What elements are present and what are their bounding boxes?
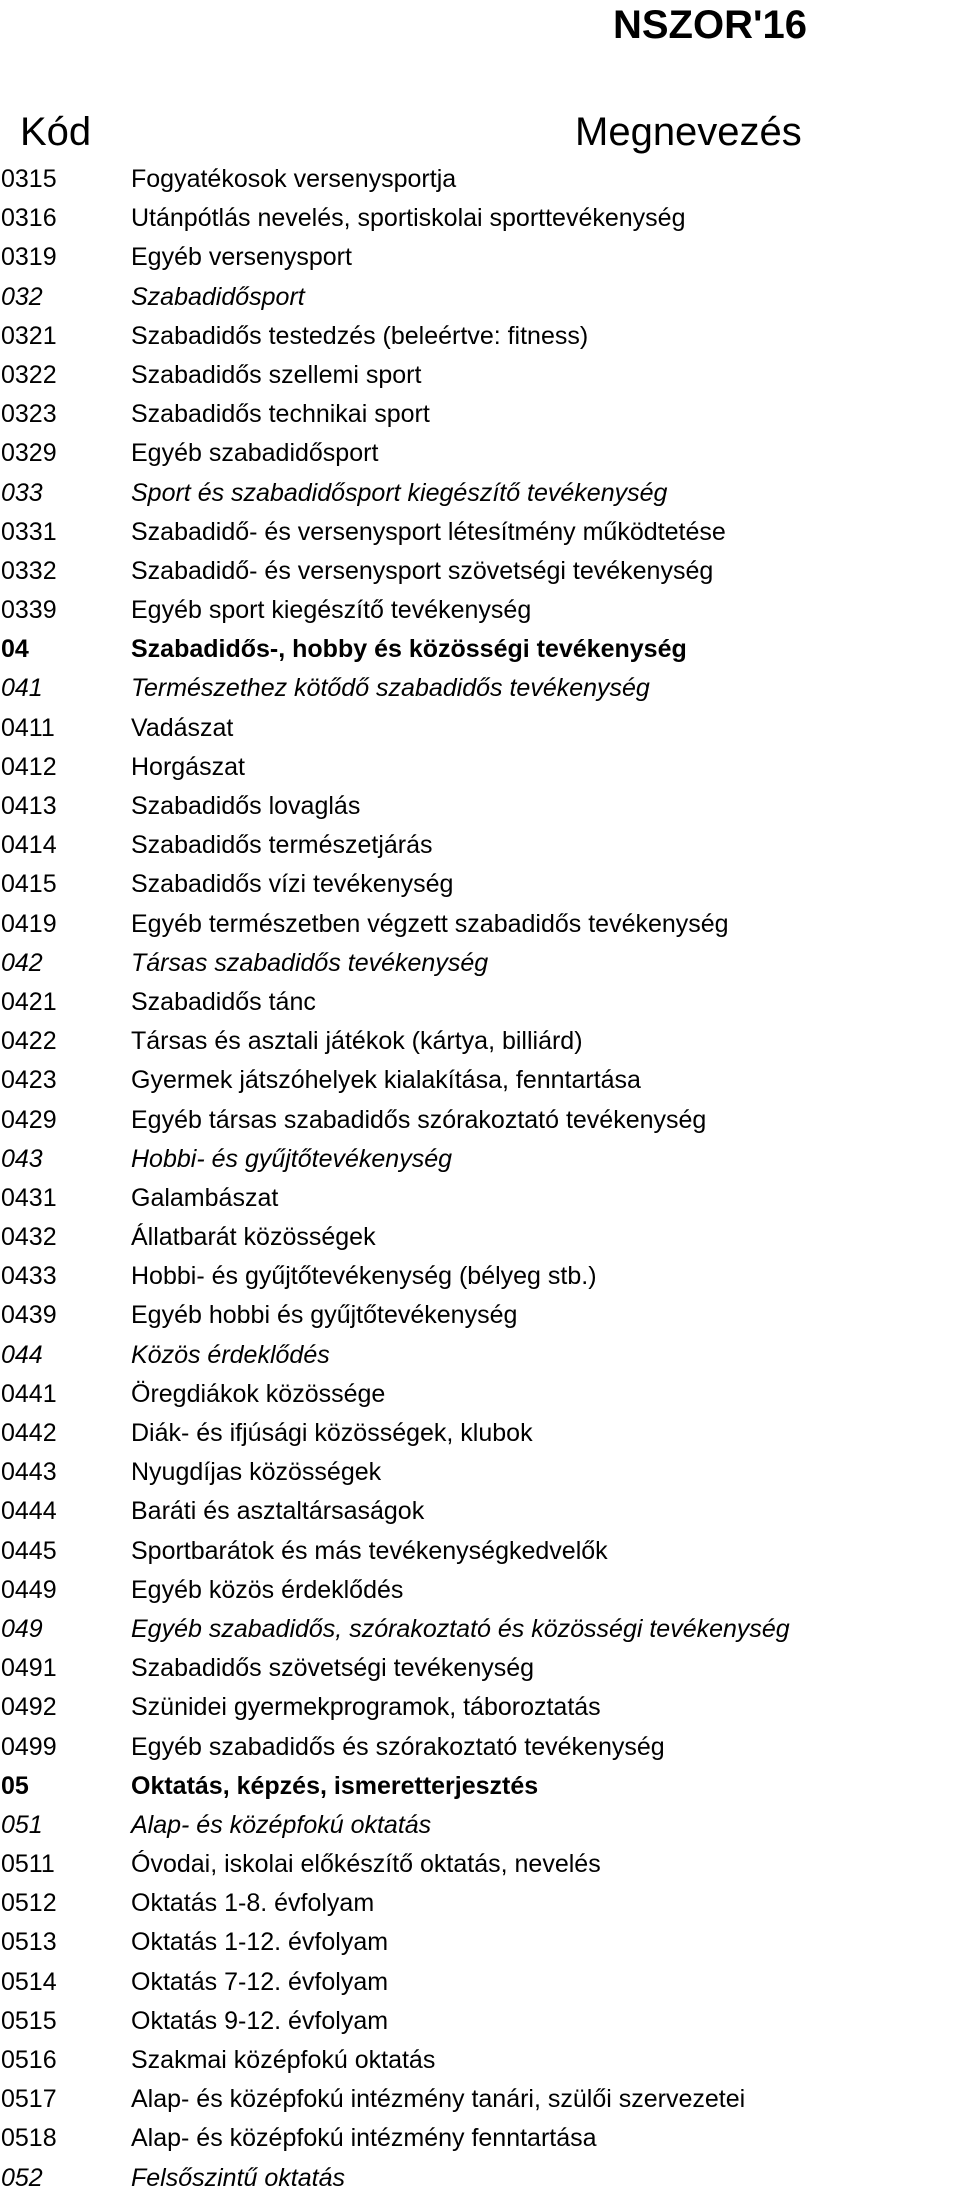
row-code: 0512 (1, 1889, 57, 1918)
row-name: Nyugdíjas közösségek (131, 1458, 382, 1487)
row-code: 049 (1, 1614, 43, 1643)
row-name: Oktatás 1-8. évfolyam (131, 1889, 375, 1918)
list-row (0, 2119, 960, 2158)
list-row (0, 1101, 960, 1140)
row-code: 0423 (1, 1066, 57, 1095)
row-name: Alap- és középfokú intézmény tanári, szülői szervezetei (131, 2085, 746, 2114)
row-code: 052 (1, 2163, 43, 2192)
column-header-name: Megnevezés (575, 110, 802, 154)
row-name: Alap- és középfokú oktatás (131, 1810, 432, 1839)
list-row (0, 1728, 960, 1767)
list-row (0, 669, 960, 708)
row-name: Szabadidős-, hobby és közösségi tevékenység (131, 635, 687, 664)
row-code: 0499 (1, 1732, 57, 1761)
row-code: 0442 (1, 1419, 57, 1447)
list-row (0, 278, 960, 317)
row-code: 0516 (1, 2046, 57, 2074)
list-row (0, 1375, 960, 1414)
row-name: Öregdiákok közössége (131, 1379, 386, 1408)
row-code: 04 (1, 635, 29, 664)
row-name: Alap- és középfokú intézmény fenntartása (131, 2124, 597, 2153)
row-name: Fogyatékosok versenysportja (131, 165, 457, 193)
row-name: Szabadidős technikai sport (131, 400, 430, 429)
row-code: 0492 (1, 1693, 57, 1722)
list-row (0, 395, 960, 434)
list-row (0, 1884, 960, 1923)
row-name: Szabadidő- és versenysport létesítmény működtetése (131, 517, 726, 546)
row-code: 0315 (1, 165, 57, 193)
list-row (0, 356, 960, 395)
row-name: Oktatás 9-12. évfolyam (131, 2006, 389, 2035)
list-row (0, 1610, 960, 1649)
row-name: Baráti és asztaltársaságok (131, 1497, 425, 1526)
list-row (0, 1257, 960, 1296)
list-row (0, 513, 960, 552)
row-code: 032 (1, 282, 43, 311)
row-code: 0414 (1, 831, 57, 860)
list-row (0, 1688, 960, 1727)
row-code: 033 (1, 478, 43, 507)
row-code: 0443 (1, 1458, 57, 1487)
row-code: 0321 (1, 321, 57, 350)
list-row (0, 238, 960, 277)
row-code: 0511 (1, 1850, 55, 1879)
row-code: 0433 (1, 1262, 57, 1291)
list-row (0, 1963, 960, 2002)
row-name: Társas és asztali játékok (kártya, billiárd) (131, 1027, 583, 1056)
row-name: Hobbi- és gyűjtőtevékenység (bélyeg stb.) (131, 1262, 597, 1291)
list-row (0, 1336, 960, 1375)
list-row (0, 2002, 960, 2041)
list-row (0, 474, 960, 513)
row-code: 0515 (1, 2006, 57, 2035)
row-name: Egyéb hobbi és gyűjtőtevékenység (131, 1301, 518, 1330)
row-code: 0421 (1, 987, 57, 1016)
document-title: NSZOR'16 (612, 3, 807, 47)
row-code: 0439 (1, 1301, 57, 1330)
list-row (0, 1218, 960, 1257)
row-name: Állatbarát közösségek (131, 1223, 376, 1252)
row-name: Szabadidős tánc (131, 987, 316, 1016)
row-code: 0323 (1, 400, 57, 429)
row-name: Szabadidős szellemi sport (131, 360, 422, 389)
row-code: 0411 (1, 713, 55, 742)
row-name: Diák- és ifjúsági közösségek, klubok (131, 1419, 533, 1447)
row-code: 0445 (1, 1536, 57, 1565)
classification-list (0, 160, 960, 2198)
row-name: Felsőszintű oktatás (131, 2163, 345, 2192)
row-code: 0322 (1, 360, 57, 389)
list-row (0, 317, 960, 356)
row-name: Szabadidős lovaglás (131, 792, 361, 820)
row-name: Oktatás 7-12. évfolyam (131, 1967, 389, 1996)
list-row (0, 1923, 960, 1962)
list-row (0, 944, 960, 983)
row-code: 0431 (1, 1183, 57, 1212)
row-code: 0517 (1, 2085, 57, 2114)
list-row (0, 591, 960, 630)
row-code: 0412 (1, 752, 57, 781)
row-name: Utánpótlás nevelés, sportiskolai sporttevékenység (131, 204, 686, 233)
list-row (0, 630, 960, 669)
list-row (0, 1767, 960, 1806)
list-row (0, 1806, 960, 1845)
row-name: Szabadidősport (131, 282, 305, 311)
row-name: Horgászat (131, 752, 245, 781)
row-name: Oktatás, képzés, ismeretterjesztés (131, 1771, 539, 1800)
row-code: 0491 (1, 1654, 57, 1683)
column-header-code: Kód (20, 110, 92, 154)
row-name: Egyéb társas szabadidős szórakoztató tevékenység (131, 1105, 707, 1134)
row-name: Egyéb szabadidősport (131, 439, 379, 468)
list-row (0, 1061, 960, 1100)
row-name: Gyermek játszóhelyek kialakítása, fenntartása (131, 1066, 641, 1095)
list-row (0, 2080, 960, 2119)
list-row (0, 160, 960, 199)
row-name: Természethez kötődő szabadidős tevékenység (131, 674, 650, 703)
row-code: 0444 (1, 1497, 57, 1526)
row-code: 0419 (1, 909, 57, 938)
row-code: 042 (1, 948, 43, 977)
list-row (0, 1492, 960, 1531)
row-code: 0429 (1, 1105, 57, 1134)
list-row (0, 2159, 960, 2198)
list-row (0, 709, 960, 748)
row-name: Szabadidős testedzés (beleértve: fitness) (131, 321, 589, 350)
row-name: Vadászat (131, 713, 234, 742)
row-name: Szakmai középfokú oktatás (131, 2046, 436, 2074)
list-row (0, 905, 960, 944)
row-name: Galambászat (131, 1183, 279, 1212)
row-code: 0331 (1, 517, 57, 546)
row-name: Egyéb szabadidős, szórakoztató és közösségi tevékenység (131, 1614, 790, 1643)
list-row (0, 748, 960, 787)
row-name: Egyéb versenysport (131, 243, 352, 272)
row-name: Közös érdeklődés (131, 1340, 330, 1369)
row-name: Sport és szabadidősport kiegészítő tevékenység (131, 478, 668, 507)
list-row (0, 1140, 960, 1179)
row-name: Szabadidős természetjárás (131, 831, 433, 860)
row-name: Óvodai, iskolai előkészítő oktatás, nevelés (131, 1850, 601, 1879)
list-row (0, 1179, 960, 1218)
row-code: 041 (1, 674, 43, 703)
row-code: 0332 (1, 556, 57, 585)
row-name: Egyéb szabadidős és szórakoztató tevékenység (131, 1732, 665, 1761)
list-row (0, 1296, 960, 1335)
list-row (0, 1571, 960, 1610)
row-code: 0518 (1, 2124, 57, 2153)
row-name: Társas szabadidős tevékenység (131, 948, 489, 977)
row-name: Szabadidős vízi tevékenység (131, 870, 454, 899)
list-row (0, 983, 960, 1022)
row-code: 0415 (1, 870, 57, 899)
row-code: 0316 (1, 204, 57, 233)
row-name: Szabadidős szövetségi tevékenység (131, 1654, 535, 1683)
row-code: 043 (1, 1144, 43, 1173)
list-row (0, 1022, 960, 1061)
row-name: Sportbarátok és más tevékenységkedvelők (131, 1536, 608, 1565)
row-code: 0449 (1, 1575, 57, 1604)
list-row (0, 826, 960, 865)
list-row (0, 1845, 960, 1884)
list-row (0, 1532, 960, 1571)
list-row (0, 1453, 960, 1492)
row-code: 0432 (1, 1223, 57, 1252)
row-name: Egyéb sport kiegészítő tevékenység (131, 596, 532, 625)
row-name: Szünidei gyermekprogramok, táboroztatás (131, 1693, 601, 1722)
list-row (0, 552, 960, 591)
list-row (0, 199, 960, 238)
row-code: 0413 (1, 792, 57, 820)
row-code: 0339 (1, 596, 57, 625)
row-code: 0513 (1, 1928, 57, 1957)
list-row (0, 434, 960, 473)
row-name: Hobbi- és gyűjtőtevékenység (131, 1144, 453, 1173)
list-row (0, 1414, 960, 1453)
row-name: Szabadidő- és versenysport szövetségi tevékenység (131, 556, 714, 585)
row-name: Egyéb természetben végzett szabadidős tevékenység (131, 909, 729, 938)
row-name: Oktatás 1-12. évfolyam (131, 1928, 389, 1957)
row-name: Egyéb közös érdeklődés (131, 1575, 404, 1604)
list-row (0, 865, 960, 904)
row-code: 051 (1, 1810, 43, 1839)
list-row (0, 787, 960, 826)
row-code: 05 (1, 1771, 29, 1800)
row-code: 0514 (1, 1967, 57, 1996)
list-row (0, 2041, 960, 2080)
row-code: 044 (1, 1340, 43, 1369)
list-row (0, 1649, 960, 1688)
row-code: 0422 (1, 1027, 57, 1056)
row-code: 0329 (1, 439, 57, 468)
row-code: 0441 (1, 1379, 57, 1408)
row-code: 0319 (1, 243, 57, 272)
